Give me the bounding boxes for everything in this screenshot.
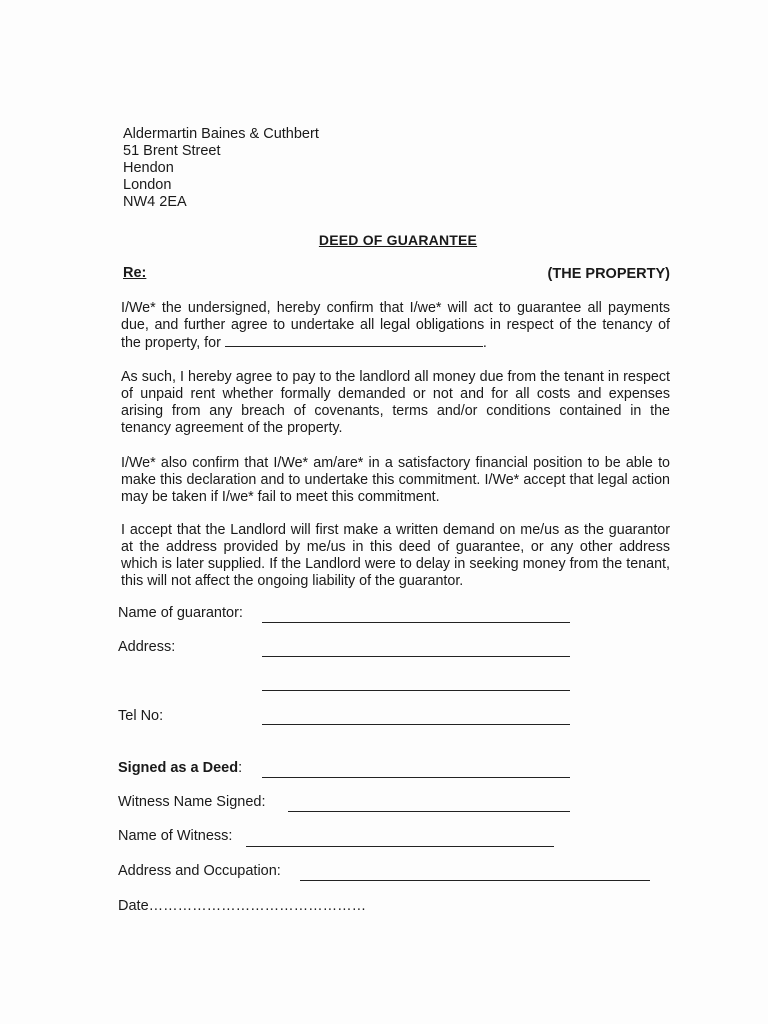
paragraph-demand: I accept that the Landlord will first make a written demand on me/us as the guarantor at the address provided by me/us in this deed of guarantee, or any other address which is later supplied. If the Landlord were to delay in seeking money from the tenant, this will not affect the ongoing liability of the guarantor. — [121, 522, 670, 589]
paragraph-guarantee-text: I/We* the undersigned, hereby confirm that I/we* will act to guarantee all payments due, and further agree to undertake all legal obligations in respect of the tenancy of the property, for — [121, 300, 670, 351]
address-and-occupation-line[interactable] — [300, 880, 650, 881]
address-line-3: Hendon — [123, 160, 174, 176]
property-label: (THE PROPERTY) — [547, 266, 670, 282]
address-and-occupation-label: Address and Occupation: — [118, 863, 281, 879]
address-line-4: London — [123, 177, 172, 193]
document-title: DEED OF GUARANTEE — [318, 232, 478, 248]
signed-as-deed-label — [118, 760, 242, 776]
signed-as-deed-colon: : — [238, 760, 243, 776]
address-line-1: Aldermartin Baines & Cuthbert — [123, 126, 319, 142]
re-label: Re: — [123, 265, 147, 281]
paragraph-guarantee-end: . — [482, 335, 487, 351]
witness-name-signed-line[interactable] — [288, 811, 570, 812]
address-label: Address: — [118, 639, 176, 655]
address-line-2: 51 Brent Street — [123, 143, 221, 159]
address-line-first[interactable] — [262, 656, 570, 657]
address-line-second[interactable] — [262, 690, 570, 691]
paragraph-financial: I/We* also confirm that I/We* am/are* in a satisfactory financial position to be able to make this declaration and to undertake this commitment. I/We* accept that legal action may be taken if I/we* fail to meet this commitment. — [121, 455, 670, 505]
signed-as-deed-text: Signed as a Deed — [118, 760, 239, 776]
name-of-witness-line[interactable] — [246, 846, 554, 847]
name-of-guarantor-label: Name of guarantor: — [118, 605, 243, 621]
name-of-witness-label: Name of Witness: — [118, 828, 233, 844]
paragraph-guarantee — [121, 300, 670, 352]
address-line-5: NW4 2EA — [123, 194, 187, 210]
name-of-guarantor-line[interactable] — [262, 622, 570, 623]
witness-name-signed-label: Witness Name Signed: — [118, 794, 266, 810]
paragraph-payment: As such, I hereby agree to pay to the landlord all money due from the tenant in respect of unpaid rent whether formally demanded or not and for all costs and expenses arising from any breach of covenants, terms and/or conditions contained in the tenancy agreement of the property. — [121, 369, 670, 436]
tel-no-label: Tel No: — [118, 708, 164, 724]
recipient-address — [123, 126, 319, 211]
tenant-name-blank[interactable] — [225, 334, 483, 347]
tel-no-line[interactable] — [262, 724, 570, 725]
signed-as-deed-line[interactable] — [262, 777, 570, 778]
date-field[interactable]: Date……………………………………… — [118, 898, 367, 914]
